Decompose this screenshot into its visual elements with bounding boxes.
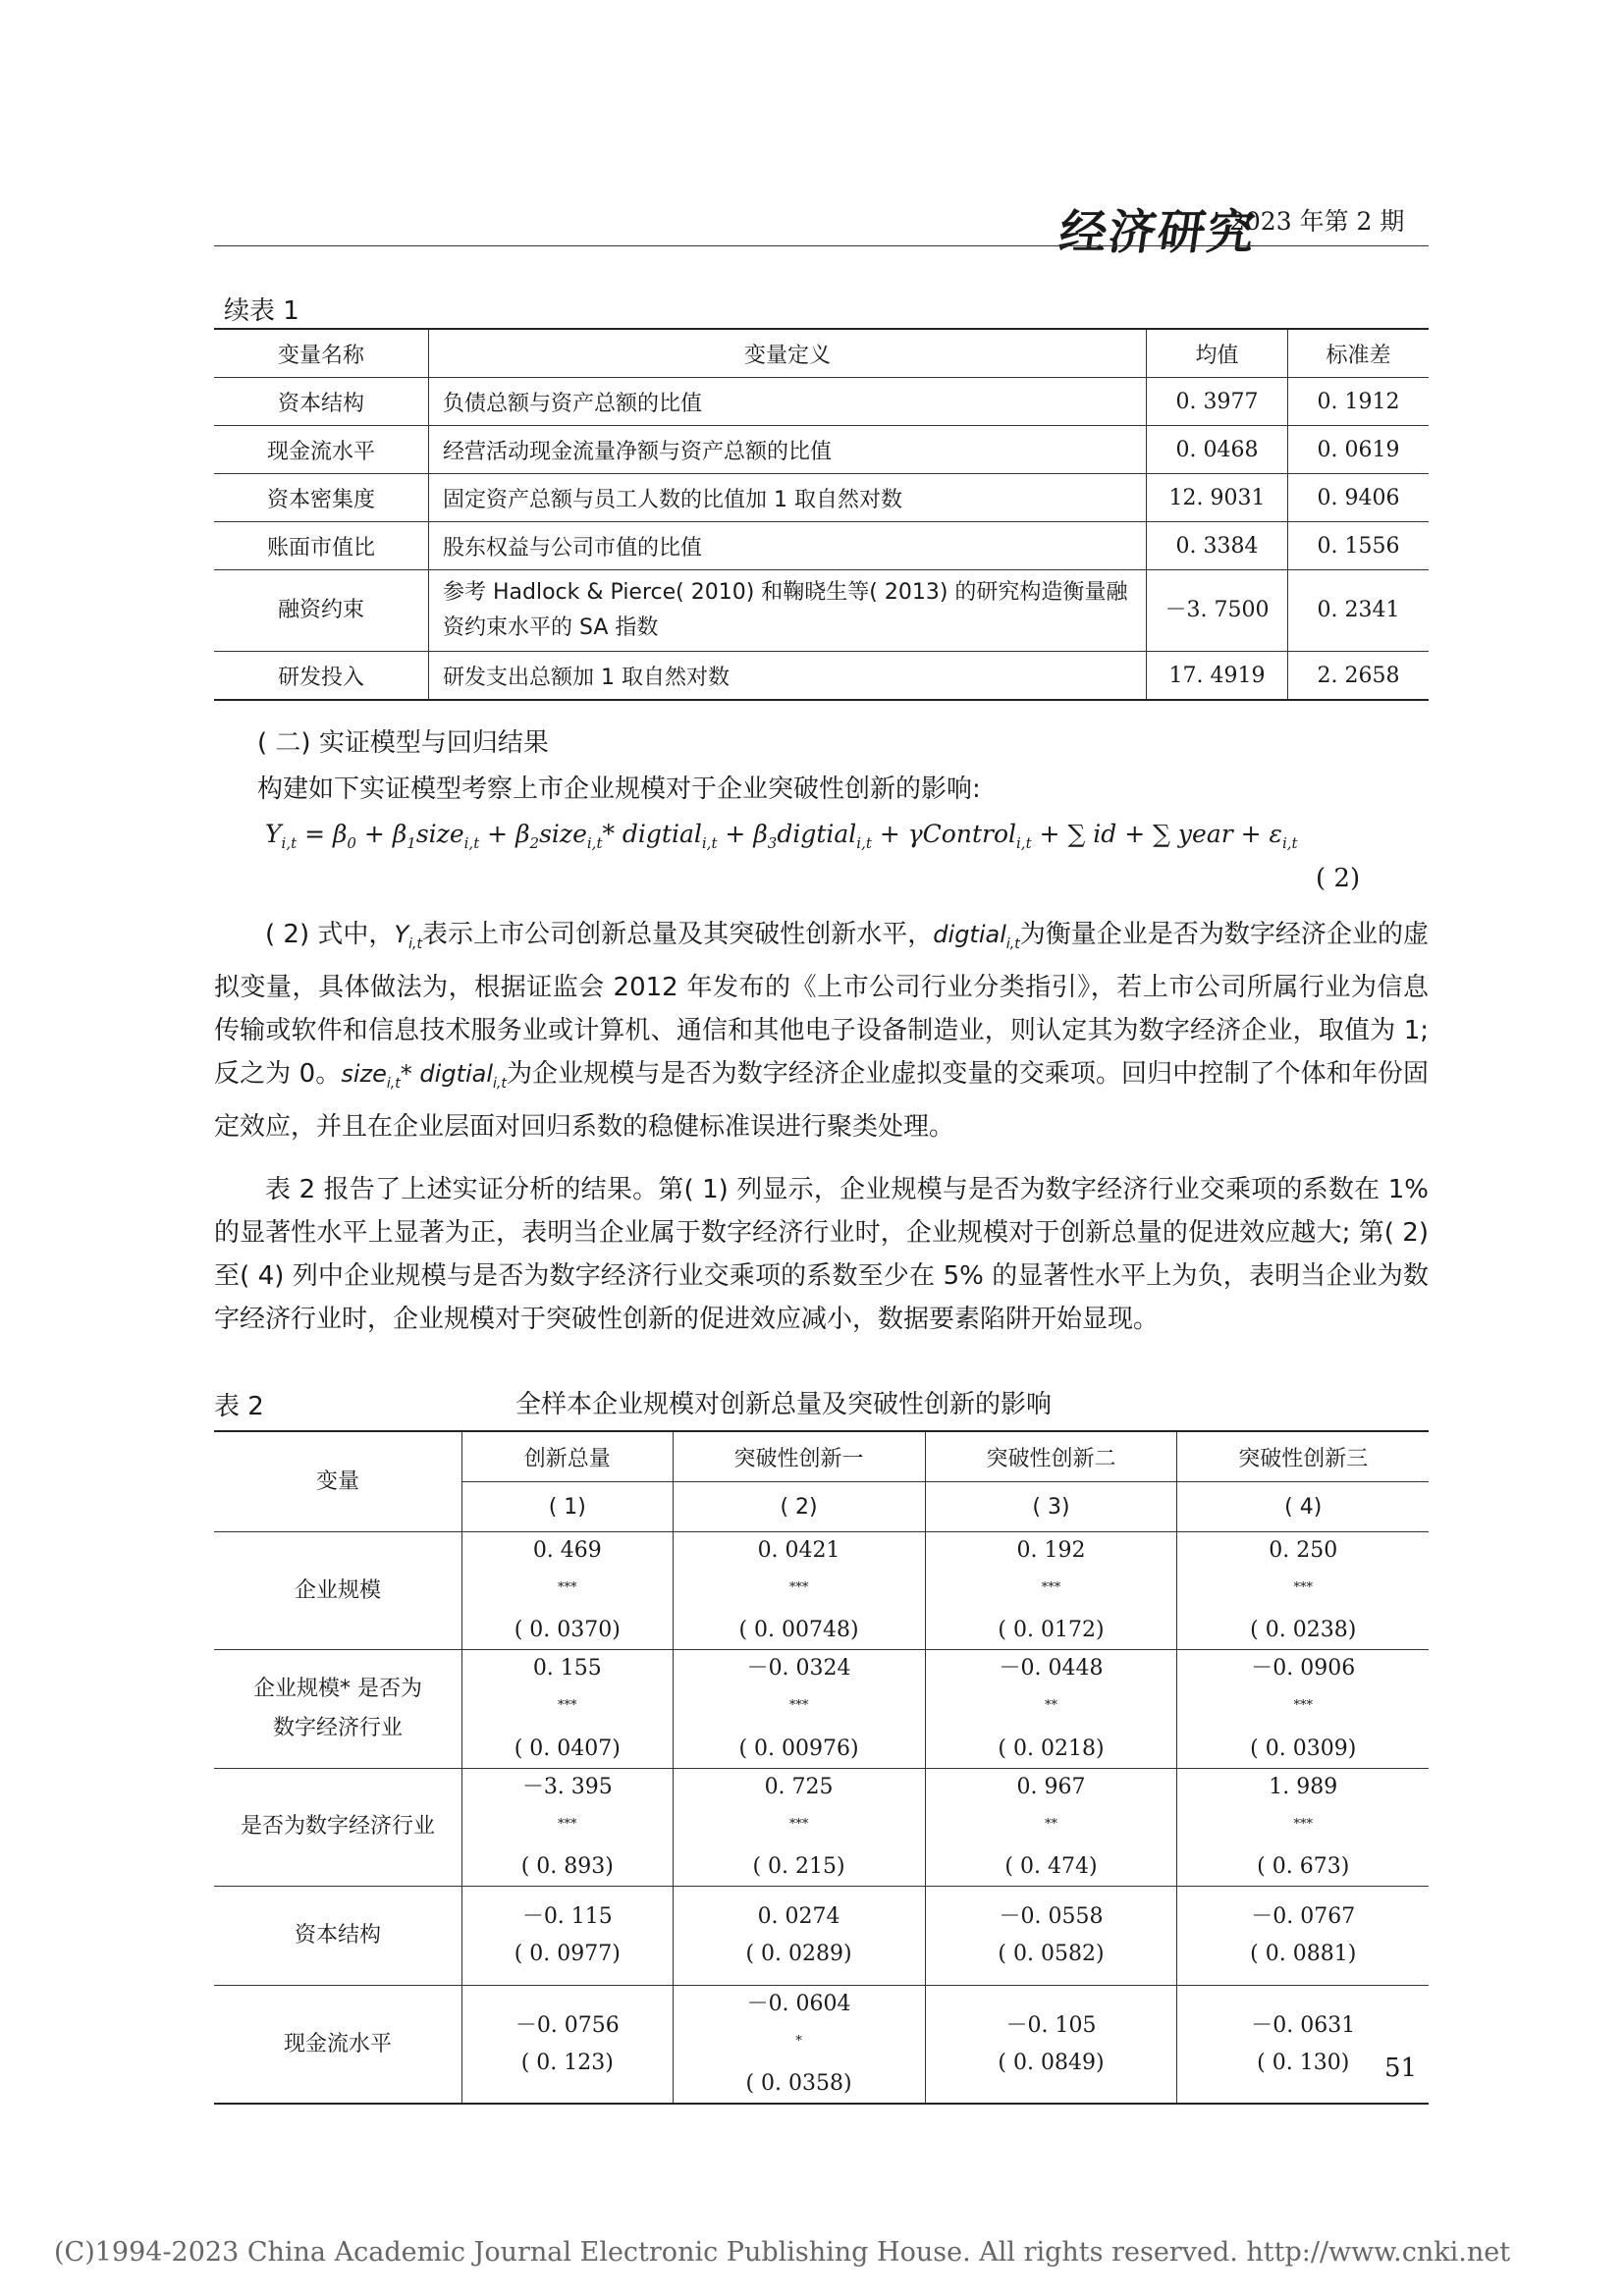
table2-col-header: 突破性创新一 [673,1431,925,1482]
table2-var-header: 变量 [214,1431,462,1532]
page-number: 51 [1384,2054,1418,2083]
coef-cell: －0. 0631 ( 0. 130) [1177,1985,1429,2104]
para-text: ( 2) 式中， [265,920,395,949]
var-name: 资本密集度 [214,474,429,522]
coef-cell: －0. 0448 ** ( 0. 0218) [925,1650,1177,1768]
var-name: 研发投入 [214,652,429,701]
row-label: 是否为数字经济行业 [214,1768,462,1886]
coef-cell: 0. 250 *** ( 0. 0238) [1177,1532,1429,1650]
var-mean: －3. 7500 [1147,570,1288,652]
table-row [214,1532,1429,1650]
table-row [214,426,1429,474]
table2-header-row [214,1431,1429,1482]
table-row [214,652,1429,701]
var-mean: 0. 3977 [1147,378,1288,426]
coef-cell: －0. 0906 *** ( 0. 0309) [1177,1650,1429,1768]
equation-number: ( 2) [1316,864,1361,893]
issue-label: 2023 年第 2 期 [1229,207,1405,236]
table-row [214,378,1429,426]
header-rule [214,245,1429,246]
coef-cell: －0. 0324 *** ( 0. 00976) [673,1650,925,1768]
var-name: 现金流水平 [214,426,429,474]
table1-header-row [214,329,1429,378]
regression-equation: $Y_{i,t} = \beta_0$ + $\beta_1size_{i,t}$ + $\beta_2size_{i,t}*$ digtial$_{i,t}$ + $\beta_3digtial_{i,t}$ + γControl$_{i,t}$ + ∑ id + ∑ year + $\varepsilon_{i,t}$ [265,820,1298,852]
table2-col-number: ( 1) [462,1482,674,1532]
table-row [214,1650,1429,1768]
body-paragraph: ( 2) 式中，$Y_{i,t}$表示上市公司创新总量及其突破性创新水平，digtial$_{i,t}$为衡量企业是否为数字经济企业的虚拟变量，具体做法为，根据证监会 2012 年发布的《上市公司行业分类指引》，若上市公司所属行业为信息传输或软件和信息技术服务业或计算机、通信和其他电子设备制造业，则认定其为数字经济企业，取值为 1; 反之为 0。size$_{i,t}$* digtial$_{i,t}$为企业规模与是否为数字经济企业虚拟变量的交乘项。回归中控制了个体和年份固定效应，并且在企业层面对回归系数的稳健标准误进行聚类处理。 [214,920,1429,1142]
var-sd: 0. 2341 [1288,570,1430,652]
var-sd: 0. 1912 [1288,378,1430,426]
table-row [214,570,1429,652]
table2-col-number: ( 4) [1177,1482,1429,1532]
row-label: 企业规模 [214,1532,462,1650]
table2-col-header: 突破性创新三 [1177,1431,1429,1482]
coef-cell: －0. 0558 ( 0. 0582) [925,1886,1177,1985]
var-definition: 研发支出总额加 1 取自然对数 [429,652,1147,701]
table-row [214,522,1429,570]
var-sd: 2. 2658 [1288,652,1430,701]
coef-cell: －0. 115 ( 0. 0977) [462,1886,674,1985]
table1-caption: 续表 1 [224,296,299,326]
body-paragraph: 表 2 报告了上述实证分析的结果。第( 1) 列显示，企业规模与是否为数字经济行业交乘项的系数在 1% 的显著性水平上显著为正，表明当企业属于数字经济行业时，企业规模对于创新总量的促进效应越大; 第( 2) 至( 4) 列中企业规模与是否为数字经济行业交乘项的系数至少在 5% 的显著性水平上为负，表明当企业为数字经济行业时，企业规模对于突破性创新的促进效应减小，数据要素陷阱开始显现。 [214,1175,1429,1334]
var-name: 资本结构 [214,378,429,426]
table2-col-header: 创新总量 [462,1431,674,1482]
var-mean: 12. 9031 [1147,474,1288,522]
para-text: 为衡量企业是否为数字经济企业的虚拟变量，具体做法为，根据证监会 2012 年发布的《上市公司行业分类指引》，若上市公司所属行业为信息传输或软件和信息技术服务业或计算机、通信和其他电子设备制造业，则认定其为数字经济企业，取值为 1; 反之为 0。 [214,920,1429,1089]
var-definition: 股东权益与公司市值的比值 [429,522,1147,570]
table2-col-number: ( 3) [925,1482,1177,1532]
coef-cell: －0. 0604 * ( 0. 0358) [673,1985,925,2104]
var-definition: 经营活动现金流量净额与资产总额的比值 [429,426,1147,474]
table1-col-header: 标准差 [1288,329,1430,378]
table1 [214,328,1429,701]
coef-cell: 0. 725 *** ( 0. 215) [673,1768,925,1886]
var-mean: 0. 3384 [1147,522,1288,570]
section-heading: ( 二) 实证模型与回归结果 [257,728,549,758]
row-label: 企业规模* 是否为 数字经济行业 [214,1650,462,1768]
table-row [214,474,1429,522]
table2-col-number: ( 2) [673,1482,925,1532]
coef-cell: －0. 105 ( 0. 0849) [925,1985,1177,2104]
table2-col-header: 突破性创新二 [925,1431,1177,1482]
intro-line: 构建如下实证模型考察上市企业规模对于企业突破性创新的影响: [257,774,981,804]
var-mean: 0. 0468 [1147,426,1288,474]
coef-cell: 0. 469 *** ( 0. 0370) [462,1532,674,1650]
row-label: 资本结构 [214,1886,462,1985]
para-text: 表示上市公司创新总量及其突破性创新水平， [421,920,934,949]
coef-cell: 0. 0421 *** ( 0. 00748) [673,1532,925,1650]
table-row [214,1886,1429,1985]
row-label: 现金流水平 [214,1985,462,2104]
coef-cell: －3. 395 *** ( 0. 893) [462,1768,674,1886]
coef-cell: 0. 0274 ( 0. 0289) [673,1886,925,1985]
var-sd: 0. 9406 [1288,474,1430,522]
coef-cell: －0. 0767 ( 0. 0881) [1177,1886,1429,1985]
var-name: 融资约束 [214,570,429,652]
var-sd: 0. 1556 [1288,522,1430,570]
table2 [214,1430,1429,2105]
var-sd: 0. 0619 [1288,426,1430,474]
coef-cell: 0. 155 *** ( 0. 0407) [462,1650,674,1768]
table1-col-header: 均值 [1147,329,1288,378]
journal-logo: 经济研究 [1056,205,1261,260]
var-definition: 负债总额与资产总额的比值 [429,378,1147,426]
copyright-footer: (C)1994-2023 China Academic Journal Electronic Publishing House. All rights reserved. http://www.cnki.net [54,2237,1511,2268]
var-definition: 参考 Hadlock & Pierce( 2010) 和鞠晓生等( 2013) 的研究构造衡量融资约束水平的 SA 指数 [429,570,1147,652]
var-name: 账面市值比 [214,522,429,570]
table2-title: 全样本企业规模对创新总量及突破性创新的影响 [515,1390,1053,1419]
var-definition: 固定资产总额与员工人数的比值加 1 取自然对数 [429,474,1147,522]
para-text: 为企业规模与是否为数字经济企业虚拟变量的交乘项。回归中控制了个体和年份固定效应，并且在企业层面对回归系数的稳健标准误进行聚类处理。 [214,1058,1429,1142]
table-row [214,1768,1429,1886]
table1-col-header: 变量定义 [429,329,1147,378]
coef-cell: 1. 989 *** ( 0. 673) [1177,1768,1429,1886]
coef-cell: －0. 0756 ( 0. 123) [462,1985,674,2104]
coef-cell: 0. 967 ** ( 0. 474) [925,1768,1177,1886]
coef-cell: 0. 192 *** ( 0. 0172) [925,1532,1177,1650]
table-row [214,1985,1429,2104]
table2-label: 表 2 [214,1392,264,1421]
table1-col-header: 变量名称 [214,329,429,378]
var-mean: 17. 4919 [1147,652,1288,701]
